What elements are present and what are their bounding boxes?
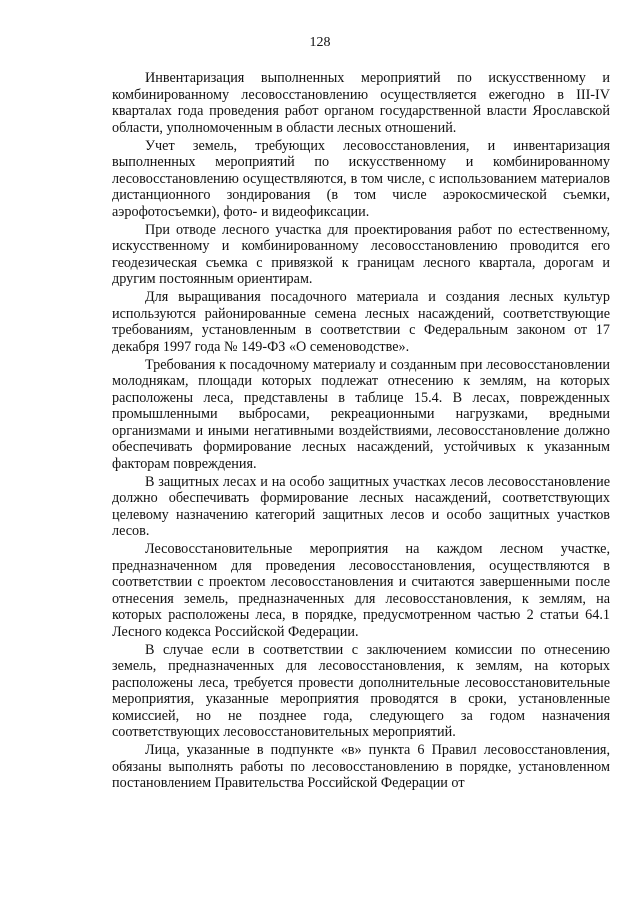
paragraph-commission-conclusion: В случае если в соответствии с заключением комиссии по отнесению земель, предназначенных для лесовосстановления, к землям, на которых расположены леса, требуется провести дополнительные лесовосстановительные мероприятия, указанные мероприятия проводятся в сроки, установленные комиссией, но не позднее года, следующего за годом назначения соответствующих лесовосстановительных мероприятий. [112, 641, 610, 740]
paragraph-seeds: Для выращивания посадочного материала и создания лесных культур используются районированные семена лесных насаждений, соответствующие требованиям, установленным в соответствии с Федеральным законом от 17 декабря 1997 года № 149-ФЗ «О семеноводстве». [112, 289, 610, 355]
paragraph-reforestation-measures: Лесовосстановительные мероприятия на каждом лесном участке, предназначенном для проведения лесовосстановления, осуществляются в соответствии с проектом лесовосстановления и считаются завершенными после отнесения земель, предназначенных для лесовосстановления, к землям, на которых расположены леса, в порядке, предусмотренном частью 2 статьи 64.1 Лесного кодекса Российской Федерации. [112, 541, 610, 640]
paragraph-obligated-persons: Лица, указанные в подпункте «в» пункта 6 Правил лесовосстановления, обязаны выполнять работы по лесовосстановлению в порядке, установленном постановлением Правительства Российской Федерации от [112, 742, 610, 791]
paragraph-land-accounting: Учет земель, требующих лесовосстановления, и инвентаризация выполненных мероприятий по искусственному и комбинированному лесовосстановлению осуществляются, в том числе, с использованием материалов дистанционного зондирования (в том числе аэрокосмической съемки, аэрофотосъемки), фото- и видеофиксации. [112, 137, 610, 220]
paragraph-planting-material-requirements: Требования к посадочному материалу и созданным при лесовосстановлении молоднякам, площади которых подлежат отнесению к землям, на которых расположены леса, представлены в таблице 15.4. В лесах, поврежденных промышленными выбросами, рекреационными нагрузками, вредными организмами и иными негативными воздействиями, лесовосстановление должно обеспечивать формирование лесных насаждений, устойчивых к указанным факторам повреждения. [112, 356, 610, 472]
body-text [112, 70, 610, 793]
page-number: 128 [309, 35, 331, 50]
paragraph-plot-allotment: При отводе лесного участка для проектирования работ по естественному, искусственному и комбинированному лесовосстановлению проводится его геодезическая съемка с привязкой к границам лесного квартала, дорогам и другим постоянным ориентирам. [112, 221, 610, 287]
paragraph-protective-forests: В защитных лесах и на особо защитных участках лесов лесовосстановление должно обеспечивать формирование лесных насаждений, соответствующих целевому назначению категорий защитных лесов и особо защитных участков лесов. [112, 473, 610, 539]
paragraph-inventory: Инвентаризация выполненных мероприятий по искусственному и комбинированному лесовосстановлению осуществляется ежегодно в III-IV кварталах года проведения работ органом государственной власти Ярославской области, уполномоченным в области лесных отношений. [112, 70, 610, 136]
